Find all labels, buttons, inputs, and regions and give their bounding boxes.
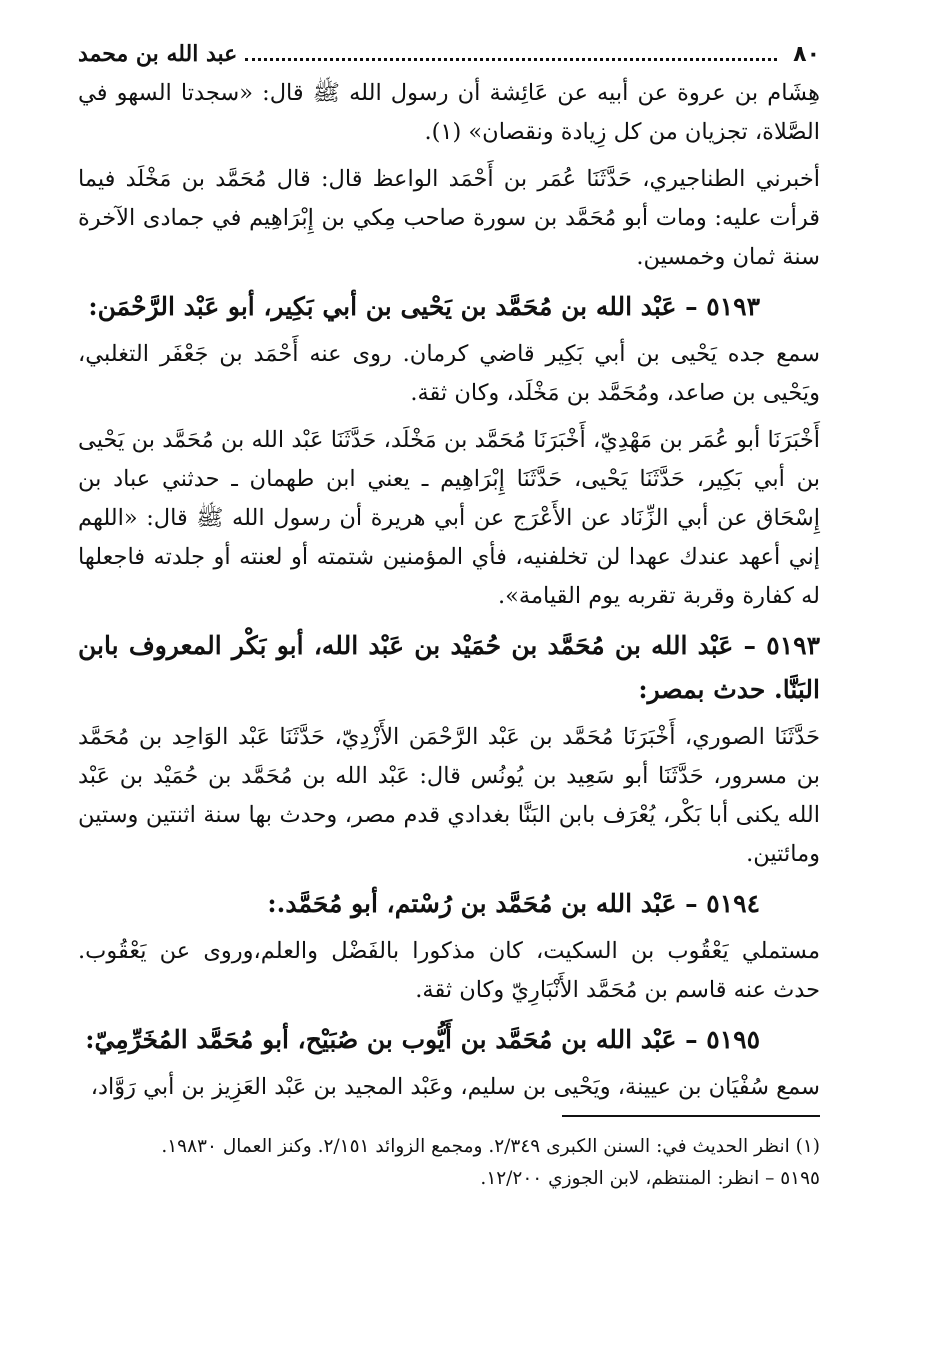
page-number: ٨٠ — [793, 42, 820, 67]
paragraph: حَدَّثَنَا الصوري، أَخْبَرَنَا مُحَمَّد بن عَبْد الرَّحْمَن الأَزْدِيّ، حَدَّثَنَا عَبْد الوَاحِد بن مُحَمَّد بن مسرور، حَدَّثَنَا أبو سَعِيد بن يُونُس قال: عَبْد الله بن مُحَمَّد بن حُمَيْد بن عَبْد الله يكنى أبا بَكْر، يُعْرَف بابن البَنَّا بغدادي قدم مصر، وحدث بها سنة اثنتين وستين ومائتين. — [78, 724, 820, 867]
entry-heading: ٥١٩٣ – عَبْد الله بن مُحَمَّد بن يَحْيى بن أبي بَكِير، أبو عَبْد الرَّحْمَن: — [88, 292, 760, 321]
main-text — [78, 74, 820, 1107]
paragraph: أَخْبَرَنَا أبو عُمَر بن مَهْدِيّ، أَخْبَرَنَا مُحَمَّد بن مَخْلَد، حَدَّثَنَا عَبْد الله بن مُحَمَّد بن يَحْيى بن أبي بَكِير، حَدَّثَنَا يَحْيى، حَدَّثَنَا إِبْرَاهِيم ـ يعني ابن طهمان ـ حدثني عباد بن إِسْحَاق عن أبي الزِّنَاد عن الأَعْرَج عن أبي هريرة أن رسول الله ﷺ قال: «اللهم إني أعهد عندك عهدا لن تخلفنيه، فأي المؤمنين شتمته أو لعنته أو جلدته فاجعلها له كفارة وقربة تقربه يوم القيامة». — [78, 427, 820, 609]
paragraph: مستملي يَعْقُوب بن السكيت، كان مذكورا بالفَضْل والعلم،وروى عن يَعْقُوب. حدث عنه قاسم بن مُحَمَّد الأَنْبَارِيّ وكان ثقة. — [78, 938, 820, 1003]
footnote: (١) انظر الحديث في: السنن الكبرى ٢/٣٤٩. ومجمع الزوائد ٢/١٥١. وكنز العمال ١٩٨٣٠. — [161, 1136, 820, 1157]
page-header — [78, 34, 820, 74]
entry-heading: ٥١٩٣ – عَبْد الله بن مُحَمَّد بن حُمَيْد بن عَبْد الله، أبو بَكْر المعروف بابن البَنَّا. حدث بمصر: — [78, 631, 820, 704]
footnote-separator — [562, 1115, 820, 1117]
paragraph: سمع جده يَحْيى بن أبي بَكِير قاضي كرمان. روى عنه أَحْمَد بن جَعْفَر التغلبي، ويَحْيى بن صاعد، ومُحَمَّد بن مَخْلَد، وكان ثقة. — [78, 341, 820, 406]
footnote: ٥١٩٥ – انظر: المنتظم، لابن الجوزي ١٢/٢٠٠. — [480, 1168, 820, 1189]
entry-heading: ٥١٩٥ – عَبْد الله بن مُحَمَّد بن أَيُّوب بن صُبَيْح، أبو مُحَمَّد المُخَرِّمِيّ: — [85, 1025, 760, 1054]
running-title: عبد الله بن محمد — [78, 41, 238, 67]
footnotes — [78, 1131, 820, 1195]
paragraph: هِشَام بن عروة عن أبيه عن عَائِشة أن رسول الله ﷺ قال: «سجدتا السهو في الصَّلاة، تجزيان من كل زِيادة ونقصان» (١). — [78, 80, 820, 145]
entry-heading: ٥١٩٤ – عَبْد الله بن مُحَمَّد بن رُسْتم، أبو مُحَمَّد.: — [267, 889, 760, 918]
paragraph: سمع سُفْيَان بن عيينة، ويَحْيى بن سليم، وعَبْد المجيد بن عَبْد العَزِيز بن أبي رَوَّاد، — [90, 1074, 820, 1100]
paragraph: أخبرني الطناجيري، حَدَّثَنَا عُمَر بن أَحْمَد الواعظ قال: قال مُحَمَّد بن مَخْلَد فيما قرأت عليه: ومات أبو مُحَمَّد بن سورة صاحب مِكي بن إِبْرَاهِيم في جمادى الآخرة سنة ثمان وخمسين. — [78, 166, 820, 270]
header-dot-leader — [245, 44, 777, 61]
